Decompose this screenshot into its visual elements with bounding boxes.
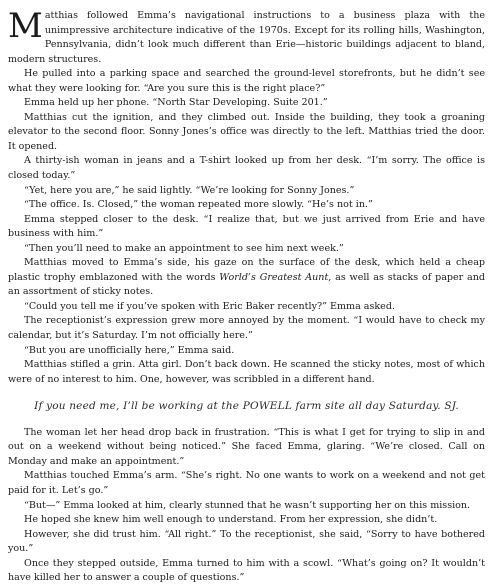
- paragraph: “The office. Is. Closed,” the woman repeated more slowly. “He’s not in.”: [24, 199, 373, 211]
- paragraph: However, she did trust him. “All right.” To the receptionist, she said, “Sorry to have bothered you.”: [8, 528, 485, 555]
- paragraph: He hoped she knew him well enough to understand. From her expression, she didn’t.: [24, 514, 438, 526]
- handwritten-sticky-note: If you need me, I’ll be working at the POWELL farm site all day Saturday. SJ.: [34, 400, 459, 413]
- paragraph-text: , as well as stacks of paper and an assortment of sticky notes.: [8, 271, 485, 298]
- paragraph: Once they stepped outside, Emma turned to him with a scowl. “What’s going on? It wouldn’t have killed her to answer a couple of questions.”: [8, 557, 485, 584]
- paragraph-trophy: [8, 256, 485, 300]
- paragraph: “But—” Emma looked at him, clearly stunned that he wasn’t supporting her on this mission.: [24, 499, 471, 511]
- paragraph: “But you are unofficially here,” Emma said.: [24, 344, 235, 356]
- paragraph-opening: [8, 6, 485, 67]
- paragraph: The receptionist’s expression grew more annoyed by the moment. “I would have to check my calendar, but it’s Saturday. I’m not officially here.”: [8, 315, 485, 342]
- paragraph: Matthias cut the ignition, and they climbed out. Inside the building, they took a groaning elevator to the second floor. Sonny Jones’s office was directly to the left. Matthias tried the door. It opened.: [8, 111, 485, 152]
- paragraph: “Then you’ll need to make an appointment to see him next week.”: [24, 242, 344, 254]
- paragraph: Emma stepped closer to the desk. “I realize that, but we just arrived from Erie and have business with him.”: [8, 213, 485, 240]
- paragraph: Emma held up her phone. “North Star Developing. Suite 201.”: [24, 97, 328, 109]
- paragraph: The woman let her head drop back in frustration. “This is what I get for trying to slip in and out on a weekend without being noticed.” She faced Emma, glaring. “We’re closed. Call on Monday and make an appointment.”: [8, 426, 485, 467]
- paragraph: A thirty-ish woman in jeans and a T-shirt looked up from her desk. “I’m sorry. The office is closed today.”: [8, 155, 485, 182]
- paragraph: “Could you tell me if you’ve spoken with Eric Baker recently?” Emma asked.: [24, 300, 395, 312]
- paragraph: He pulled into a parking space and searched the ground-level storefronts, but he didn’t see what they were looking for. “Are you sure this is the right place?”: [8, 68, 485, 94]
- paragraph-text: Matthias moved to Emma’s side, his gaze on the surface of the desk, which held a cheap plastic trophy emblazoned with the words: [8, 257, 485, 283]
- paragraph-opening-text: atthias followed Emma’s navigational instructions to a business plaza with the unimpressive architecture indicative of the 1970s. Except for its rolling hills, Washington, Pennsylvania, didn’t look much different than Erie—historic buildings adjacent to bland, modern structures.: [8, 10, 485, 65]
- paragraph: Matthias touched Emma’s arm. “She’s right. No one wants to work on a weekend and not get paid for it. Let’s go.”: [8, 470, 485, 496]
- drop-cap: M: [8, 6, 43, 46]
- trophy-inscription: World’s Greatest Aunt: [219, 271, 329, 283]
- paragraph: “Yet, here you are,” he said lightly. “We’re looking for Sonny Jones.”: [24, 184, 355, 196]
- paragraph: Matthias stifled a grin. Atta girl. Don’t back down. He scanned the sticky notes, most of which were of no interest to him. One, however, was scribbled in a different hand.: [8, 359, 485, 385]
